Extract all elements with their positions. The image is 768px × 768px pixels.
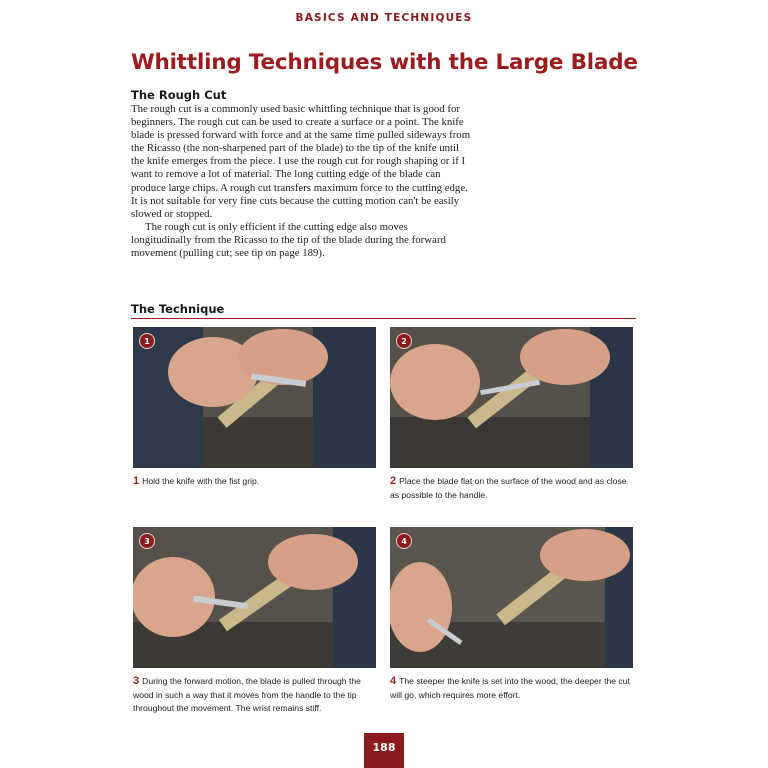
- step-1-photo: [133, 327, 376, 468]
- step-4-caption: [390, 675, 633, 702]
- rough-cut-body: [131, 103, 471, 260]
- step-3-badge: 3: [139, 533, 155, 549]
- step-4-text: The steeper the knife is set into the wood, the deeper the cut will go, which requires more effort.: [390, 676, 630, 700]
- step-3-number: 3: [133, 675, 140, 687]
- step-1-text: Hold the knife with the fist grip.: [142, 476, 260, 486]
- step-2-number: 2: [390, 475, 397, 487]
- page-title: Whittling Techniques with the Large Blade: [131, 50, 638, 75]
- step-2-photo: [390, 327, 633, 468]
- step-4-badge: 4: [396, 533, 412, 549]
- rough-cut-heading: The Rough Cut: [131, 88, 227, 102]
- step-3-caption: [133, 675, 376, 716]
- step-3-text: During the forward motion, the blade is pulled through the wood in such a way that it moves from the handle to the tip throughout the movement. The wrist remains stiff.: [133, 676, 361, 713]
- step-3-photo: [133, 527, 376, 668]
- step-1-caption: [133, 475, 376, 489]
- rough-cut-paragraph-1: The rough cut is a commonly used basic whittling technique that is good for beginners. The rough cut can be used to create a surface or a point. The knife blade is pressed forward with force and at the same time pulled sideways from the Ricasso (the non-sharpened part of the blade) to the tip of the knife until the knife emerges from the piece. I use the rough cut for rough shaping or if I want to remove a lot of material. The long cutting edge of the blade can produce large chips. A rough cut transfers maximum force to the cutting edge. It is not suitable for very fine cuts because the cutting motion can't be easily slowed or stopped.: [131, 103, 471, 220]
- step-1-number: 1: [133, 475, 140, 487]
- section-header: BASICS AND TECHNIQUES: [295, 12, 473, 24]
- technique-heading: The Technique: [131, 302, 225, 316]
- section-rule: [131, 318, 636, 319]
- rough-cut-paragraph-2: The rough cut is only efficient if the cutting edge also moves longitudinally from the Ricasso to the tip of the blade during the forward movement (pulling cut; see tip on page 189).: [131, 220, 446, 260]
- page-number: 188: [364, 733, 404, 768]
- step-2-badge: 2: [396, 333, 412, 349]
- step-2-text: Place the blade flat on the surface of the wood and as close as possible to the handle.: [390, 476, 627, 500]
- step-2-caption: [390, 475, 633, 502]
- step-4-photo: [390, 527, 633, 668]
- step-4-number: 4: [390, 675, 397, 687]
- step-1-badge: 1: [139, 333, 155, 349]
